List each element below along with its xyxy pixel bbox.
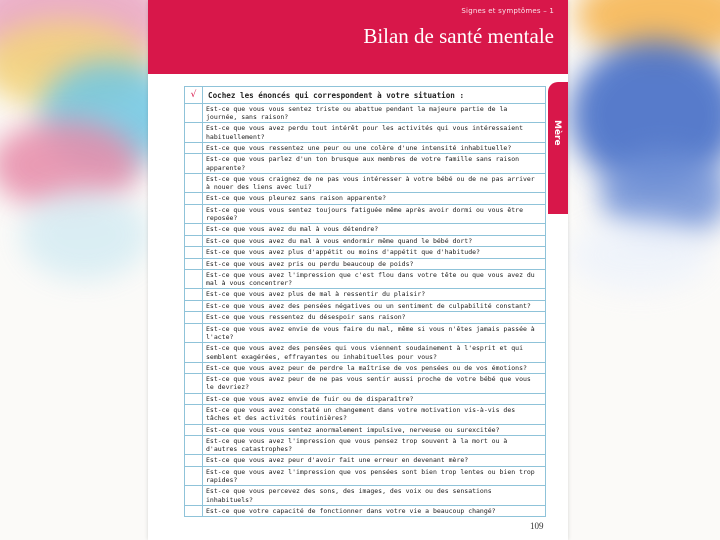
checkbox-cell[interactable] — [185, 486, 203, 504]
checkbox-cell[interactable] — [185, 205, 203, 223]
checklist-instruction: Cochez les énoncés qui correspondent à votre situation : — [208, 91, 465, 100]
checklist-row — [185, 193, 545, 205]
check-mark-icon: √ — [185, 87, 203, 103]
checklist-row — [185, 455, 545, 467]
checkbox-cell[interactable] — [185, 270, 203, 288]
checklist-row — [185, 312, 545, 324]
checklist-question: Est-ce que vous avez envie de fuir ou de disparaître? — [206, 394, 414, 403]
document-page — [148, 0, 568, 540]
checklist-rows — [185, 104, 545, 516]
checklist-row — [185, 436, 545, 455]
checklist-question: Est-ce que vous percevez des sons, des images, des voix ou des sensations inhabituels? — [206, 487, 492, 504]
checkbox-cell[interactable] — [185, 455, 203, 466]
checklist-question: Est-ce que vous avez des pensées qui vous viennent soudainement à l'esprit et qui semblent exagérées, effrayantes ou inhabituelles pour vous? — [206, 344, 523, 361]
checkbox-cell[interactable] — [185, 289, 203, 300]
checkbox-cell[interactable] — [185, 425, 203, 436]
side-tab-label: Mère — [552, 120, 562, 146]
checklist-question: Est-ce que vous avez peur d'avoir fait une erreur en devenant mère? — [206, 456, 469, 465]
checklist-question: Est-ce que vous avez envie de vous faire du mal, même si vous n'êtes jamais passée à l'acte? — [206, 324, 535, 342]
checkbox-cell[interactable] — [185, 312, 203, 323]
checkbox-cell[interactable] — [185, 301, 203, 312]
checklist-row — [185, 405, 545, 424]
checklist-question: Est-ce que vous avez des pensées négatives ou un sentiment de culpabilité constant? — [206, 301, 531, 310]
header-band — [148, 0, 568, 74]
checklist-question: Est-ce que vous pleurez sans raison apparente? — [206, 194, 387, 203]
checkbox-cell[interactable] — [185, 143, 203, 154]
checklist-row — [185, 343, 545, 362]
checkbox-cell[interactable] — [185, 193, 203, 204]
checkbox-cell[interactable] — [185, 343, 203, 361]
checklist-question: Est-ce que vous avez l'impression que vous pensez trop souvent à la mort ou à d'autres catastrophes? — [206, 437, 508, 454]
checklist-row — [185, 270, 545, 289]
checklist-question: Est-ce que vous avez peur de perdre la maîtrise de vos pensées ou de vos émotions? — [206, 363, 527, 372]
checklist-row — [185, 301, 545, 313]
checkbox-cell[interactable] — [185, 236, 203, 247]
checkbox-cell[interactable] — [185, 405, 203, 423]
checklist-row — [185, 104, 545, 123]
checklist-question: Est-ce que vous avez pris ou perdu beaucoup de poids? — [206, 259, 414, 268]
checklist-row — [185, 506, 545, 517]
checklist-row — [185, 394, 545, 406]
checkbox-cell[interactable] — [185, 394, 203, 405]
checkbox-cell[interactable] — [185, 104, 203, 122]
section-kicker: Signes et symptômes – 1 — [461, 7, 554, 15]
checklist-row — [185, 486, 545, 505]
checklist-question: Est-ce que vous avez peur de ne pas vous sentir aussi proche de votre bébé que vous le devriez? — [206, 375, 531, 392]
checkbox-cell[interactable] — [185, 363, 203, 374]
checkbox-cell[interactable] — [185, 436, 203, 454]
side-tab — [548, 82, 568, 214]
checkbox-cell[interactable] — [185, 247, 203, 258]
checklist-row — [185, 224, 545, 236]
checkbox-cell[interactable] — [185, 123, 203, 141]
checklist-question: Est-ce que vous vous sentez triste ou abattue pendant la majeure partie de la journée, sans raison? — [206, 105, 508, 122]
checklist-question: Est-ce que vous avez constaté un changement dans votre motivation vis-à-vis des tâches et des activités routinières? — [206, 406, 516, 423]
checklist-question: Est-ce que votre capacité de fonctionner dans votre vie a beaucoup changé? — [206, 506, 496, 515]
checklist-row — [185, 363, 545, 375]
checklist-row — [185, 236, 545, 248]
checklist-question: Est-ce que vous vous sentez anormalement impulsive, nerveuse ou surexcitée? — [206, 425, 500, 434]
checklist-row — [185, 467, 545, 486]
checkbox-cell[interactable] — [185, 506, 203, 517]
checklist-question: Est-ce que vous avez plus de mal à ressentir du plaisir? — [206, 290, 426, 299]
checklist-question: Est-ce que vous avez du mal à vous détendre? — [206, 225, 379, 234]
checklist-question: Est-ce que vous avez du mal à vous endormir même quand le bébé dort? — [206, 236, 473, 245]
page-number: 109 — [530, 521, 544, 531]
checklist-row — [185, 425, 545, 437]
checklist-question: Est-ce que vous parlez d'un ton brusque aux membres de votre famille sans raison apparente? — [206, 155, 520, 172]
checklist-header — [185, 87, 545, 104]
checklist-row — [185, 154, 545, 173]
checkbox-cell[interactable] — [185, 467, 203, 485]
checklist-question: Est-ce que vous vous sentez toujours fatiguée même après avoir dormi ou vous être reposée? — [206, 205, 523, 222]
checkbox-cell[interactable] — [185, 324, 203, 342]
checklist-row — [185, 289, 545, 301]
checklist-question: Est-ce que vous avez l'impression que c'est flou dans votre tête ou que vous avez du mal à vous concentrer? — [206, 271, 535, 288]
checklist-question: Est-ce que vous ressentez du désespoir sans raison? — [206, 313, 406, 322]
checklist-table — [184, 86, 546, 517]
checkbox-cell[interactable] — [185, 374, 203, 392]
checklist-row — [185, 324, 545, 343]
checklist-row — [185, 374, 545, 393]
checklist-question: Est-ce que vous craignez de ne pas vous intéresser à votre bébé ou de ne pas arriver à nouer des liens avec lui? — [206, 174, 535, 191]
checklist-row — [185, 247, 545, 259]
checkbox-cell[interactable] — [185, 154, 203, 172]
checklist-row — [185, 259, 545, 271]
checklist-row — [185, 205, 545, 224]
page-title: Bilan de santé mentale — [363, 24, 554, 48]
checklist-row — [185, 174, 545, 193]
checklist-question: Est-ce que vous avez plus d'appétit ou moins d'appétit que d'habitude? — [206, 248, 480, 257]
checkbox-cell[interactable] — [185, 259, 203, 270]
checkbox-cell[interactable] — [185, 224, 203, 235]
checklist-row — [185, 143, 545, 155]
checklist-question: Est-ce que vous avez l'impression que vos pensées sont bien trop lentes ou bien trop rapides? — [206, 467, 535, 485]
checklist-question: Est-ce que vous ressentez une peur ou une colère d'une intensité inhabituelle? — [206, 143, 512, 152]
checklist-row — [185, 123, 545, 142]
checklist-question: Est-ce que vous avez perdu tout intérêt pour les activités qui vous intéressaient habituellement? — [206, 124, 523, 141]
checkbox-cell[interactable] — [185, 174, 203, 192]
